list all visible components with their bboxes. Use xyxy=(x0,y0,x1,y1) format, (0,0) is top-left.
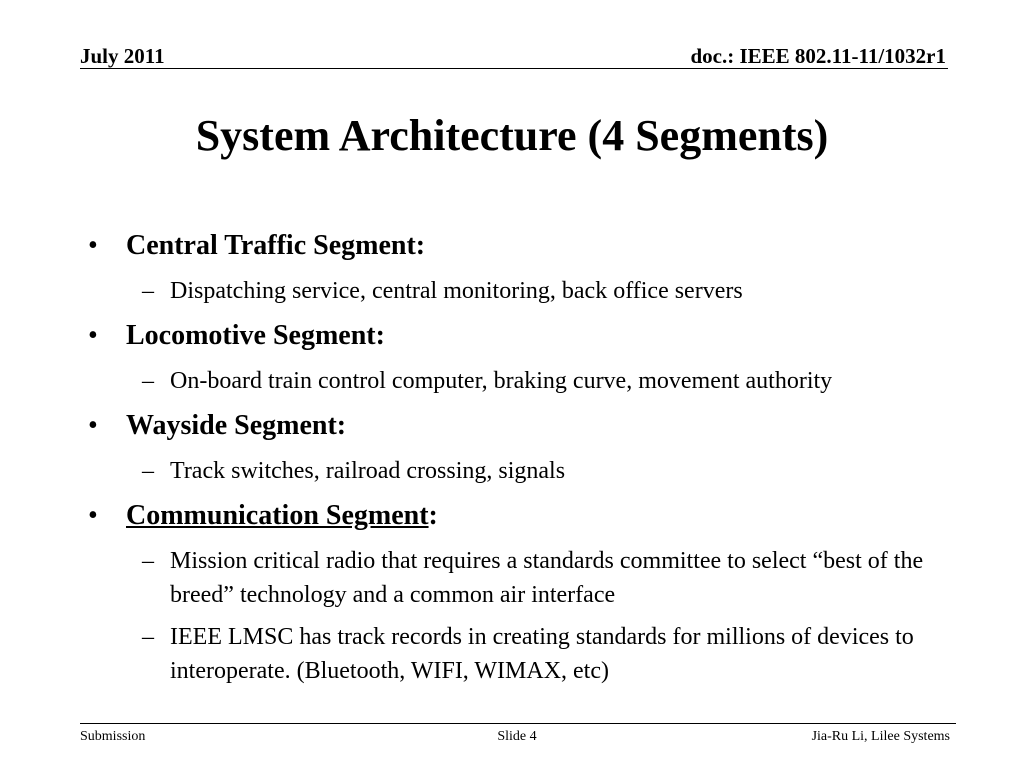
bullet-label: Locomotive Segment: xyxy=(126,320,385,351)
sub-bullet-text: Track switches, railroad crossing, signals xyxy=(170,458,566,484)
bullet-label-underlined: Communication Segment xyxy=(126,500,429,531)
bullet-icon: • xyxy=(88,500,98,531)
footer-submission: Submission xyxy=(80,729,146,744)
bullet-label-suffix: : xyxy=(428,500,438,531)
bullet-wayside xyxy=(88,406,968,446)
bullet-locomotive xyxy=(88,316,968,356)
dash-icon: – xyxy=(142,624,154,650)
sub-bullet-text: IEEE LMSC has track records in creating standards for millions of devices to interoperate. (Bluetooth, WIFI, WIMAX, etc) xyxy=(170,624,914,684)
bullet-central-traffic xyxy=(88,226,968,266)
header-date: July 2011 xyxy=(80,44,165,68)
footer-slide-number: Slide 4 xyxy=(497,729,537,744)
sub-bullet xyxy=(88,620,968,688)
header-rule xyxy=(80,68,948,69)
bullet-communication xyxy=(88,496,968,536)
bullet-label: Central Traffic Segment: xyxy=(126,230,426,261)
sub-bullet xyxy=(88,274,968,308)
dash-icon: – xyxy=(142,278,154,304)
dash-icon: – xyxy=(142,368,154,394)
bullet-icon: • xyxy=(88,230,98,261)
slide-title: System Architecture (4 Segments) xyxy=(195,111,829,160)
header-doc-id: doc.: IEEE 802.11-11/1032r1 xyxy=(690,44,946,68)
dash-icon: – xyxy=(142,548,154,574)
sub-bullet xyxy=(88,364,968,398)
sub-bullet-text: Dispatching service, central monitoring, back office servers xyxy=(170,278,743,304)
sub-bullet xyxy=(88,454,968,488)
footer-author: Jia-Ru Li, Lilee Systems xyxy=(811,729,950,744)
sub-bullet-text: On-board train control computer, braking curve, movement authority xyxy=(170,368,833,394)
bullet-icon: • xyxy=(88,410,98,441)
sub-bullet xyxy=(88,544,968,612)
footer-rule xyxy=(80,723,956,724)
bullet-label: Wayside Segment: xyxy=(126,410,347,441)
bullet-icon: • xyxy=(88,320,98,351)
slide-body xyxy=(88,226,968,696)
sub-bullet-text: Mission critical radio that requires a standards committee to select “best of the breed” technology and a common air interface xyxy=(170,548,924,608)
dash-icon: – xyxy=(142,458,154,484)
